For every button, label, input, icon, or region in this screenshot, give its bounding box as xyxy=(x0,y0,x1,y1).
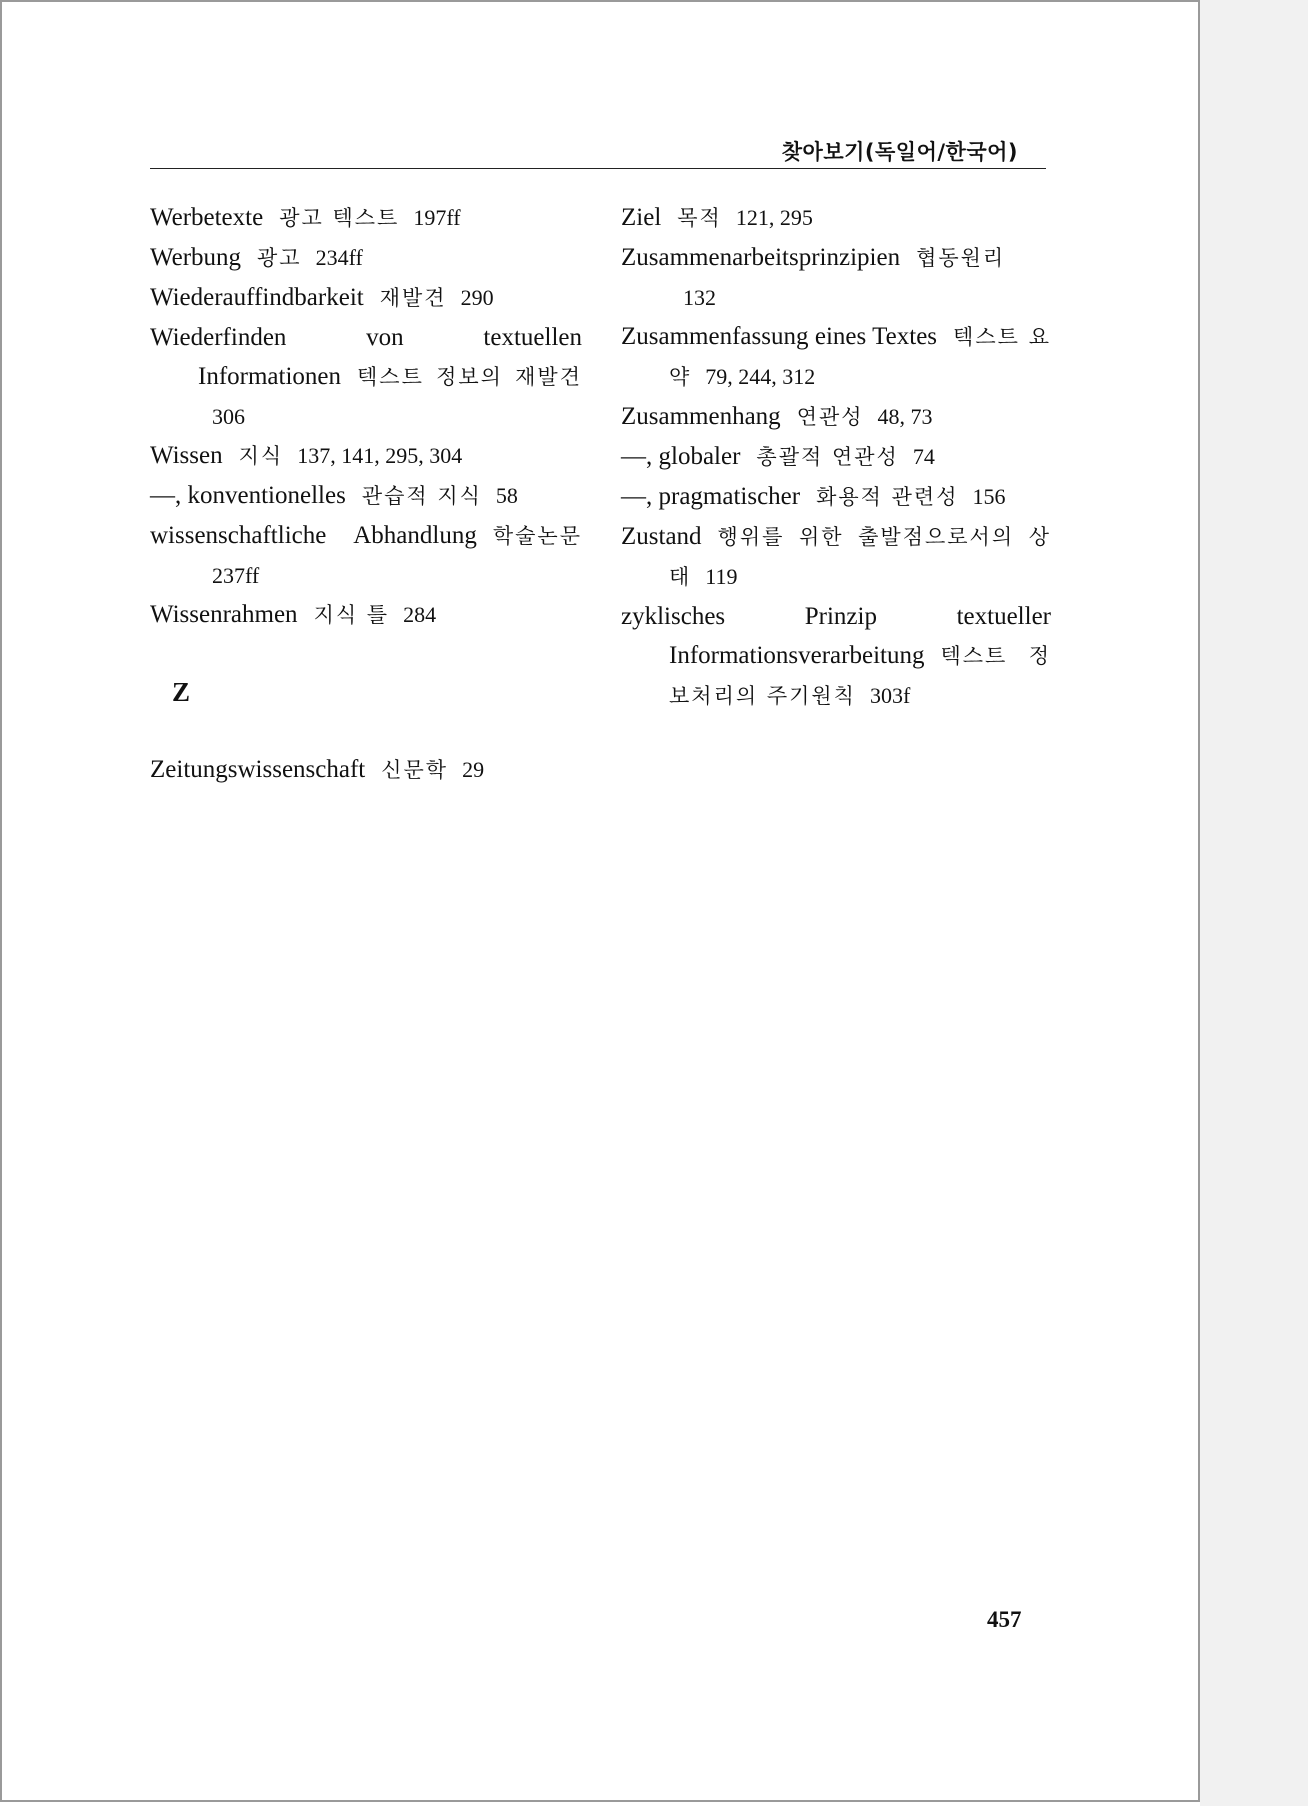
entry-pages: 237ff xyxy=(212,563,260,588)
entry-term: Zusammenarbeitsprinzipien xyxy=(621,244,901,271)
entry-pages: 137, 141, 295, 304 xyxy=(297,443,463,468)
entry-term: —, globaler xyxy=(621,443,741,470)
entry-term: Zustand xyxy=(621,523,702,550)
entry-term: Zusammenhang xyxy=(621,403,781,430)
entry-term: Werbung xyxy=(150,244,242,271)
entry-term: Wiederauffindbarkeit xyxy=(150,284,364,311)
index-entry xyxy=(150,238,582,278)
entry-pages: 121, 295 xyxy=(735,205,813,230)
entry-term: Werbetexte xyxy=(150,204,264,231)
entry-translation: 관습적 지식 xyxy=(361,484,482,508)
entry-pages: 132 xyxy=(683,285,716,310)
page-number: 457 xyxy=(987,1607,1022,1632)
index-entry xyxy=(621,477,1051,517)
entry-pages: 119 xyxy=(705,564,738,589)
index-entry xyxy=(621,437,1051,477)
entry-translation: 지식 xyxy=(238,444,284,468)
entry-pages: 48, 73 xyxy=(877,404,933,429)
entry-term: Ziel xyxy=(621,204,662,231)
entry-translation: 연관성 xyxy=(796,405,864,429)
index-entry xyxy=(150,595,582,635)
index-entry xyxy=(150,436,582,476)
entry-pages: 284 xyxy=(403,602,437,627)
entry-translation: 텍스트 정보의 재발견 xyxy=(357,365,582,389)
entry-term: Wissenrahmen xyxy=(150,601,298,628)
entry-translation: 협동원리 xyxy=(916,246,1006,270)
entry-translation: 재발견 xyxy=(379,286,447,310)
entry-translation: 지식 틀 xyxy=(313,603,390,627)
index-entry xyxy=(150,318,582,436)
entry-translation: 행위를 위한 출발점으로서의 상태 xyxy=(669,525,1051,589)
entry-term: —, pragmatischer xyxy=(621,483,801,510)
entry-term: Wissen xyxy=(150,442,223,469)
entry-translation: 텍스트 요약 xyxy=(669,325,1051,389)
index-entry xyxy=(150,278,582,318)
entry-translation: 신문학 xyxy=(381,758,449,782)
entry-translation: 광고 텍스트 xyxy=(279,206,400,230)
index-entry xyxy=(621,198,1051,238)
running-title: 찾아보기(독일어/한국어) xyxy=(781,140,1018,164)
index-entry xyxy=(150,476,582,516)
entry-translation: 화용적 관련성 xyxy=(816,485,959,509)
entry-translation: 텍스트 정보처리의 주기원칙 xyxy=(669,644,1051,708)
index-entry xyxy=(150,516,582,595)
index-entry xyxy=(621,517,1051,597)
entry-term: wissenschaftliche Abhandlung xyxy=(150,522,477,549)
entry-pages: 74 xyxy=(912,444,935,469)
index-column-right xyxy=(621,198,1051,716)
entry-pages: 303f xyxy=(869,683,911,708)
entry-term: Zeitungswissenschaft xyxy=(150,756,366,783)
entry-pages: 29 xyxy=(462,757,485,782)
entry-term: Zusammenfassung eines Textes xyxy=(621,323,938,350)
entry-pages: 290 xyxy=(460,285,494,310)
entry-term: Wiederfinden von textuellen Informationen xyxy=(150,324,582,390)
entry-pages: 306 xyxy=(212,404,245,429)
entry-translation: 목적 xyxy=(677,206,722,230)
viewer-background xyxy=(1200,0,1308,1806)
section-letter-heading: Z xyxy=(172,677,191,707)
index-entry xyxy=(621,397,1051,437)
index-entry xyxy=(150,750,582,790)
entry-translation: 광고 xyxy=(257,246,302,270)
index-entry xyxy=(621,238,1051,317)
index-entry xyxy=(150,198,582,238)
index-entry xyxy=(621,597,1051,716)
index-entry xyxy=(621,317,1051,397)
entry-pages: 156 xyxy=(972,484,1006,509)
entry-pages: 79, 244, 312 xyxy=(705,364,816,389)
entry-translation: 학술논문 xyxy=(492,524,582,548)
entry-term: —, konventionelles xyxy=(150,482,346,509)
entry-term: zyklisches Prinzip textueller Informationsverarbeitung xyxy=(621,603,1051,669)
entry-translation: 총괄적 연관성 xyxy=(756,445,899,469)
index-column-left xyxy=(150,198,582,790)
entry-pages: 197ff xyxy=(413,205,461,230)
running-header xyxy=(150,122,1046,169)
entry-pages: 58 xyxy=(495,483,518,508)
entry-pages: 234ff xyxy=(315,245,363,270)
